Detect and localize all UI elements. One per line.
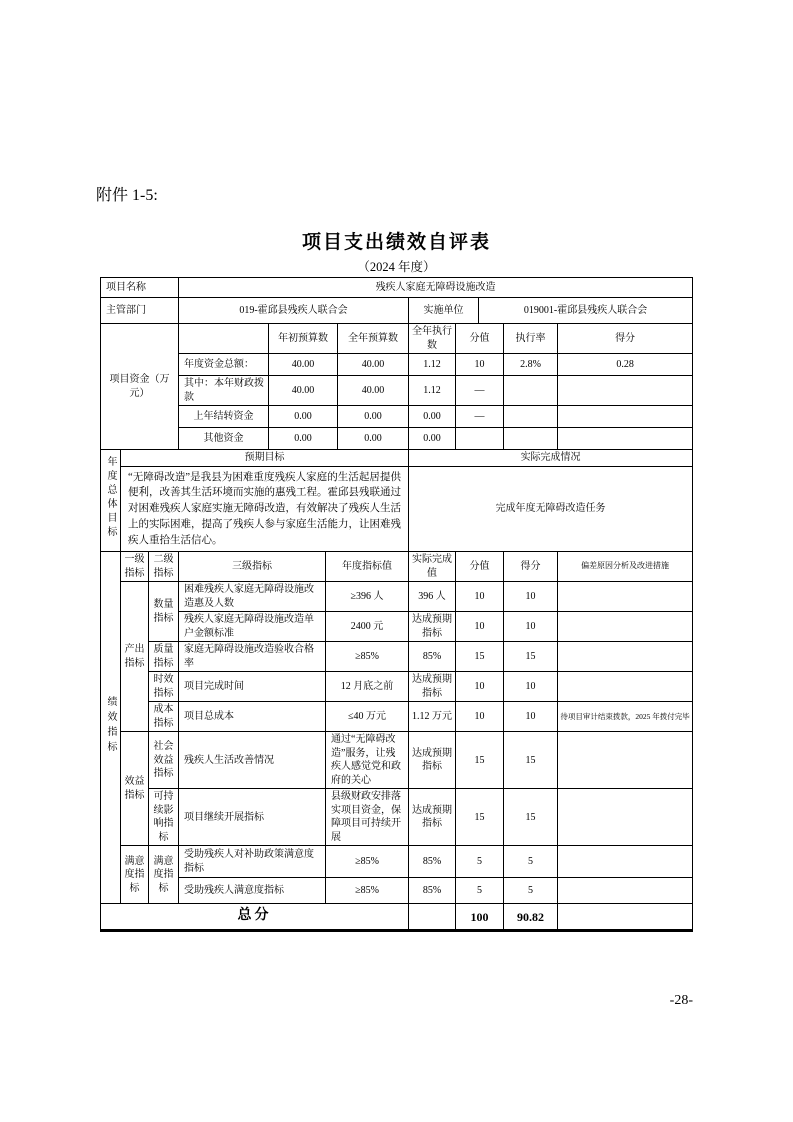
indicator-points: 15	[504, 642, 558, 672]
indicator-actual: 达成预期指标	[409, 612, 456, 642]
funds-header-exec-rate: 执行率	[504, 324, 558, 354]
funds-annual-value: 0.00	[338, 406, 409, 428]
funds-initial-value: 40.00	[269, 354, 338, 376]
funds-points-value	[558, 406, 693, 428]
actual-completion-header: 实际完成情况	[409, 450, 693, 467]
total-score-value: 100	[456, 904, 504, 931]
indicator-deviation	[558, 789, 693, 846]
department-label: 主管部门	[101, 298, 179, 324]
indicator-target: ≥85%	[326, 878, 409, 904]
funds-score-value: —	[456, 406, 504, 428]
indicator-name: 项目总成本	[179, 702, 326, 732]
funds-exec-value: 0.00	[409, 428, 456, 450]
indicator-deviation	[558, 846, 693, 878]
indicator-name: 受助残疾人满意度指标	[179, 878, 326, 904]
sub-sustainability-indicator: 可持续影响指标	[149, 789, 179, 846]
total-points-value: 90.82	[504, 904, 558, 931]
indicator-target: 2400 元	[326, 612, 409, 642]
indicator-name: 残疾人生活改善情况	[179, 732, 326, 789]
group-satisfaction-indicators: 满意度指标	[121, 846, 149, 904]
project-name-label: 项目名称	[101, 278, 179, 298]
actual-completion-text: 完成年度无障碍改造任务	[409, 466, 693, 552]
document-subtitle: （2024 年度）	[357, 260, 436, 274]
annual-goal-vertical-text: 年度总体目标	[105, 456, 116, 541]
indicator-score: 10	[456, 582, 504, 612]
indicator-target: ≥85%	[326, 846, 409, 878]
attachment-label: 附件 1-5:	[96, 187, 158, 204]
funds-annual-value: 0.00	[338, 428, 409, 450]
funds-rate-value	[504, 428, 558, 450]
funds-exec-value: 0.00	[409, 406, 456, 428]
annual-goal-section-label	[101, 450, 121, 552]
indicator-points: 15	[504, 789, 558, 846]
funds-section-label: 项目资金（万元）	[101, 324, 179, 450]
perf-header-deviation: 偏差原因分析及改进措施	[558, 552, 693, 582]
indicator-deviation: 待项目审计结束拨款，2025 年拨付完毕	[558, 702, 693, 732]
indicator-points: 15	[504, 732, 558, 789]
funds-header-annual-exec: 全年执行数	[409, 324, 456, 354]
sub-timeliness-indicator: 时效指标	[149, 672, 179, 702]
indicator-target: ≤40 万元	[326, 702, 409, 732]
funds-score-value	[456, 428, 504, 450]
funds-rate-value	[504, 376, 558, 406]
indicator-actual: 396 人	[409, 582, 456, 612]
indicator-deviation	[558, 642, 693, 672]
perf-header-actual: 实际完成值	[409, 552, 456, 582]
sub-cost-indicator: 成本指标	[149, 702, 179, 732]
funds-annual-value: 40.00	[338, 376, 409, 406]
indicator-score: 5	[456, 846, 504, 878]
group-benefit-indicators: 效益指标	[121, 732, 149, 846]
performance-section-label	[101, 552, 121, 904]
indicator-actual: 85%	[409, 642, 456, 672]
indicator-deviation	[558, 732, 693, 789]
indicator-name: 困难残疾人家庭无障碍设施改造惠及人数	[179, 582, 326, 612]
indicator-points: 10	[504, 672, 558, 702]
funds-points-value	[558, 376, 693, 406]
indicator-deviation	[558, 672, 693, 702]
indicator-points: 10	[504, 582, 558, 612]
sub-quality-indicator: 质量指标	[149, 642, 179, 672]
indicator-target: 12 月底之前	[326, 672, 409, 702]
perf-header-level1: 一级指标	[121, 552, 149, 582]
funds-points-value: 0.28	[558, 354, 693, 376]
funds-row-label: 年度资金总额：	[179, 354, 269, 376]
funds-rate-value: 2.8%	[504, 354, 558, 376]
indicator-score: 5	[456, 878, 504, 904]
indicator-score: 10	[456, 702, 504, 732]
indicator-actual: 85%	[409, 846, 456, 878]
funds-rate-value	[504, 406, 558, 428]
indicator-deviation	[558, 582, 693, 612]
indicator-target: ≥396 人	[326, 582, 409, 612]
document-title: 项目支出绩效自评表	[301, 232, 491, 253]
perf-header-score: 分值	[456, 552, 504, 582]
funds-score-value: —	[456, 376, 504, 406]
indicator-score: 15	[456, 732, 504, 789]
funds-initial-value: 40.00	[269, 376, 338, 406]
perf-header-level3: 三级指标	[179, 552, 326, 582]
total-blank-cell	[409, 904, 456, 931]
funds-header-score: 分值	[456, 324, 504, 354]
funds-exec-value: 1.12	[409, 376, 456, 406]
indicator-score: 15	[456, 642, 504, 672]
indicator-name: 受助残疾人对补助政策满意度指标	[179, 846, 326, 878]
self-evaluation-table	[100, 277, 693, 932]
funds-header-points: 得分	[558, 324, 693, 354]
funds-row-label: 上年结转资金	[179, 406, 269, 428]
indicator-name: 项目完成时间	[179, 672, 326, 702]
indicator-points: 10	[504, 702, 558, 732]
indicator-name: 家庭无障碍设施改造验收合格率	[179, 642, 326, 672]
indicator-score: 15	[456, 789, 504, 846]
indicator-target: 县级财政安排落实项目资金，保障项目可持续开展	[326, 789, 409, 846]
funds-blank-header-cell	[179, 324, 269, 354]
indicator-deviation	[558, 878, 693, 904]
funds-initial-value: 0.00	[269, 428, 338, 450]
page-number: -28-	[669, 993, 693, 1008]
department-value: 019-霍邱县残疾人联合会	[179, 298, 409, 324]
funds-initial-value: 0.00	[269, 406, 338, 428]
performance-vertical-text: 绩效指标	[105, 695, 116, 756]
perf-header-level2: 二级指标	[149, 552, 179, 582]
indicator-actual: 达成预期指标	[409, 789, 456, 846]
funds-points-value	[558, 428, 693, 450]
indicator-points: 5	[504, 878, 558, 904]
indicator-score: 10	[456, 612, 504, 642]
indicator-name: 残疾人家庭无障碍设施改造单户金额标准	[179, 612, 326, 642]
funds-header-annual-budget: 全年预算数	[338, 324, 409, 354]
indicator-points: 5	[504, 846, 558, 878]
indicator-actual: 达成预期指标	[409, 672, 456, 702]
sub-satisfaction-indicator: 满意度指标	[149, 846, 179, 904]
perf-header-target: 年度指标值	[326, 552, 409, 582]
perf-header-points: 得分	[504, 552, 558, 582]
funds-row-label: 其中：本年财政拨款	[179, 376, 269, 406]
implementing-unit-value: 019001-霍邱县残疾人联合会	[479, 298, 693, 324]
indicator-target: 通过“无障碍改造”服务，让残疾人感觉党和政府的关心	[326, 732, 409, 789]
indicator-deviation	[558, 612, 693, 642]
funds-exec-value: 1.12	[409, 354, 456, 376]
project-name-value: 残疾人家庭无障碍设施改造	[179, 278, 693, 298]
funds-annual-value: 40.00	[338, 354, 409, 376]
funds-row-label: 其他资金	[179, 428, 269, 450]
indicator-name: 项目继续开展指标	[179, 789, 326, 846]
sub-quantity-indicator: 数量指标	[149, 582, 179, 642]
indicator-target: ≥85%	[326, 642, 409, 672]
group-output-indicators: 产出指标	[121, 582, 149, 732]
total-score-label: 总分	[101, 904, 409, 931]
funds-header-initial-budget: 年初预算数	[269, 324, 338, 354]
indicator-actual: 达成预期指标	[409, 732, 456, 789]
expected-goal-header: 预期目标	[121, 450, 409, 467]
indicator-score: 10	[456, 672, 504, 702]
indicator-points: 10	[504, 612, 558, 642]
expected-goal-text: “无障碍改造”是我县为困难重度残疾人家庭的生活起居提供便利，改善其生活环境而实施的惠残工程。霍邱县残联通过对困难残疾人家庭实施无障碍改造，有效解决了残疾人生活上的实际困难，提高了残疾人参与家庭生活能力，让困难残疾人重拾生活信心。	[121, 466, 409, 552]
sub-social-benefit-indicator: 社会效益指标	[149, 732, 179, 789]
total-deviation-blank-cell	[558, 904, 693, 931]
indicator-actual: 1.12 万元	[409, 702, 456, 732]
funds-score-value: 10	[456, 354, 504, 376]
implementing-unit-label: 实施单位	[409, 298, 479, 324]
indicator-actual: 85%	[409, 878, 456, 904]
